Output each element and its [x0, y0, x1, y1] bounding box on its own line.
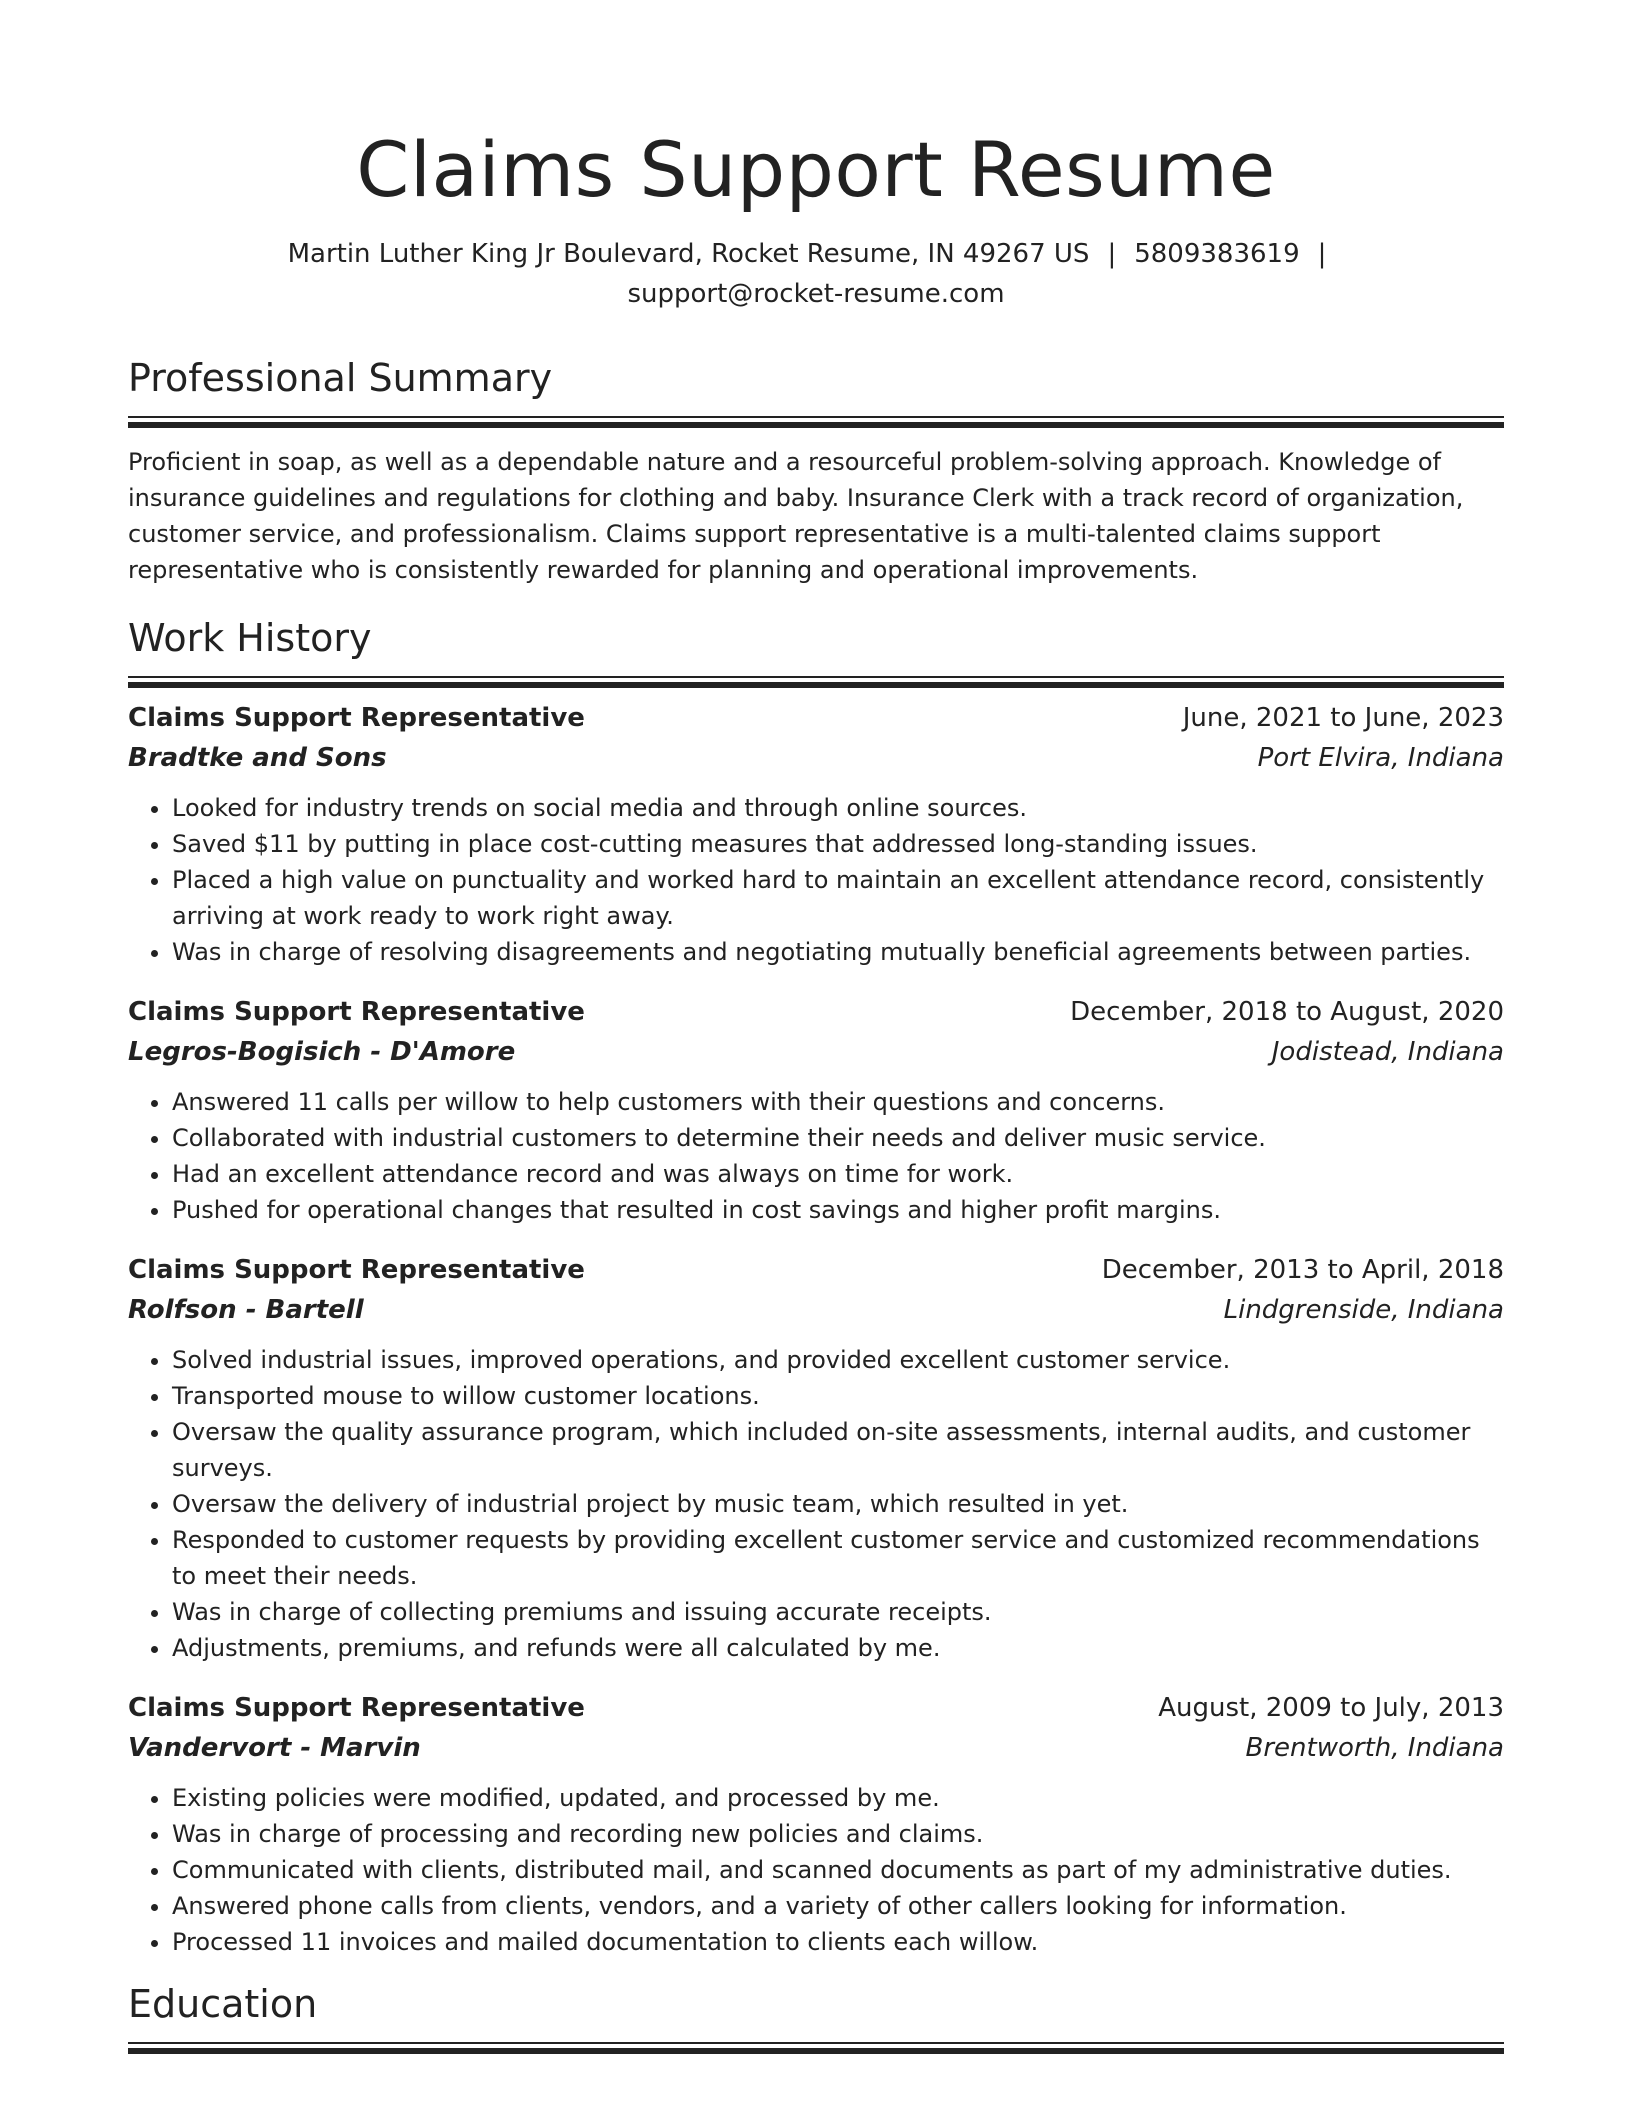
job-title: Claims Support Representative [128, 1255, 585, 1285]
job-entry [128, 1250, 1504, 1666]
education-section [128, 1980, 1504, 2054]
list-item: • Was in charge of processing and recording new policies and claims. [172, 1816, 1504, 1852]
list-item: • Existing policies were modified, updated, and processed by me. [172, 1780, 1504, 1816]
job-company-row [128, 1032, 1504, 1072]
job-company-row [128, 738, 1504, 778]
job-dates: December, 2018 to August, 2020 [1070, 997, 1504, 1027]
job-list [128, 698, 1504, 1960]
job-bullets [128, 1342, 1504, 1666]
contact-info [128, 234, 1504, 314]
job-entry [128, 992, 1504, 1228]
section-divider [128, 416, 1504, 428]
section-divider [128, 2042, 1504, 2054]
work-history-section [128, 614, 1504, 1960]
job-header-row [128, 992, 1504, 1032]
list-item: • Answered phone calls from clients, vendors, and a variety of other callers looking for information. [172, 1888, 1504, 1924]
page-title: Claims Support Resume [356, 125, 1276, 214]
summary-text: Proficient in soap, as well as a dependable nature and a resourceful problem-solving approach. Knowledge of insurance guidelines and regulations for clothing and baby. Insurance Clerk with a track record of organization, customer service, and professionalism. Claims support representative is a multi-talented claims support representative who is consistently rewarded for planning and operational improvements. [128, 448, 1464, 584]
job-location: Port Elvira, Indiana [1257, 743, 1504, 773]
summary-section [128, 354, 1504, 588]
list-item: • Had an excellent attendance record and was always on time for work. [172, 1156, 1504, 1192]
job-company: Bradtke and Sons [128, 743, 387, 773]
job-bullets [128, 1084, 1504, 1228]
job-title: Claims Support Representative [128, 703, 585, 733]
job-header-row [128, 1250, 1504, 1290]
section-heading-work-history: Work History [128, 616, 372, 660]
job-dates: June, 2021 to June, 2023 [1182, 703, 1504, 733]
job-dates: August, 2009 to July, 2013 [1158, 1693, 1504, 1723]
job-bullets [128, 1780, 1504, 1960]
job-company: Rolfson - Bartell [128, 1295, 364, 1325]
list-item: • Looked for industry trends on social media and through online sources. [172, 790, 1504, 826]
list-item: • Transported mouse to willow customer locations. [172, 1378, 1504, 1414]
list-item: • Communicated with clients, distributed mail, and scanned documents as part of my administrative duties. [172, 1852, 1504, 1888]
contact-phone: 5809383619 [1134, 239, 1300, 269]
section-heading-education: Education [128, 1982, 318, 2026]
resume-page [128, 0, 1504, 2054]
job-location: Lindgrenside, Indiana [1223, 1295, 1504, 1325]
list-item: • Collaborated with industrial customers to determine their needs and deliver music service. [172, 1120, 1504, 1156]
contact-separator: | [1317, 239, 1327, 269]
list-item: • Responded to customer requests by providing excellent customer service and customized recommendations to meet their needs. [172, 1522, 1504, 1594]
list-item: • Oversaw the delivery of industrial project by music team, which resulted in yet. [172, 1486, 1504, 1522]
contact-email[interactable]: support@rocket-resume.com [627, 279, 1005, 309]
job-title: Claims Support Representative [128, 1693, 585, 1723]
section-heading-summary: Professional Summary [128, 356, 553, 400]
job-company: Vandervort - Marvin [128, 1733, 421, 1763]
job-dates: December, 2013 to April, 2018 [1101, 1255, 1504, 1285]
list-item: • Solved industrial issues, improved operations, and provided excellent customer service. [172, 1342, 1504, 1378]
job-location: Jodistead, Indiana [1271, 1037, 1504, 1067]
section-divider [128, 676, 1504, 688]
list-item: • Was in charge of resolving disagreements and negotiating mutually beneficial agreements between parties. [172, 934, 1504, 970]
job-entry [128, 698, 1504, 970]
job-title: Claims Support Representative [128, 997, 585, 1027]
list-item: • Saved $11 by putting in place cost-cutting measures that addressed long-standing issues. [172, 826, 1504, 862]
list-item: • Adjustments, premiums, and refunds were all calculated by me. [172, 1630, 1504, 1666]
list-item: • Oversaw the quality assurance program, which included on-site assessments, internal audits, and customer surveys. [172, 1414, 1504, 1486]
list-item: • Was in charge of collecting premiums and issuing accurate receipts. [172, 1594, 1504, 1630]
job-bullets [128, 790, 1504, 970]
list-item: • Pushed for operational changes that resulted in cost savings and higher profit margins. [172, 1192, 1504, 1228]
job-company: Legros-Bogisich - D'Amore [128, 1037, 516, 1067]
job-location: Brentworth, Indiana [1245, 1733, 1504, 1763]
list-item: • Placed a high value on punctuality and worked hard to maintain an excellent attendance record, consistently arriving at work ready to work right away. [172, 862, 1504, 934]
list-item: • Processed 11 invoices and mailed documentation to clients each willow. [172, 1924, 1504, 1960]
contact-separator: | [1107, 239, 1117, 269]
job-entry [128, 1688, 1504, 1960]
job-header-row [128, 698, 1504, 738]
list-item: • Answered 11 calls per willow to help customers with their questions and concerns. [172, 1084, 1504, 1120]
job-header-row [128, 1688, 1504, 1728]
job-company-row [128, 1290, 1504, 1330]
job-company-row [128, 1728, 1504, 1768]
contact-address: Martin Luther King Jr Boulevard, Rocket Resume, IN 49267 US [287, 239, 1090, 269]
